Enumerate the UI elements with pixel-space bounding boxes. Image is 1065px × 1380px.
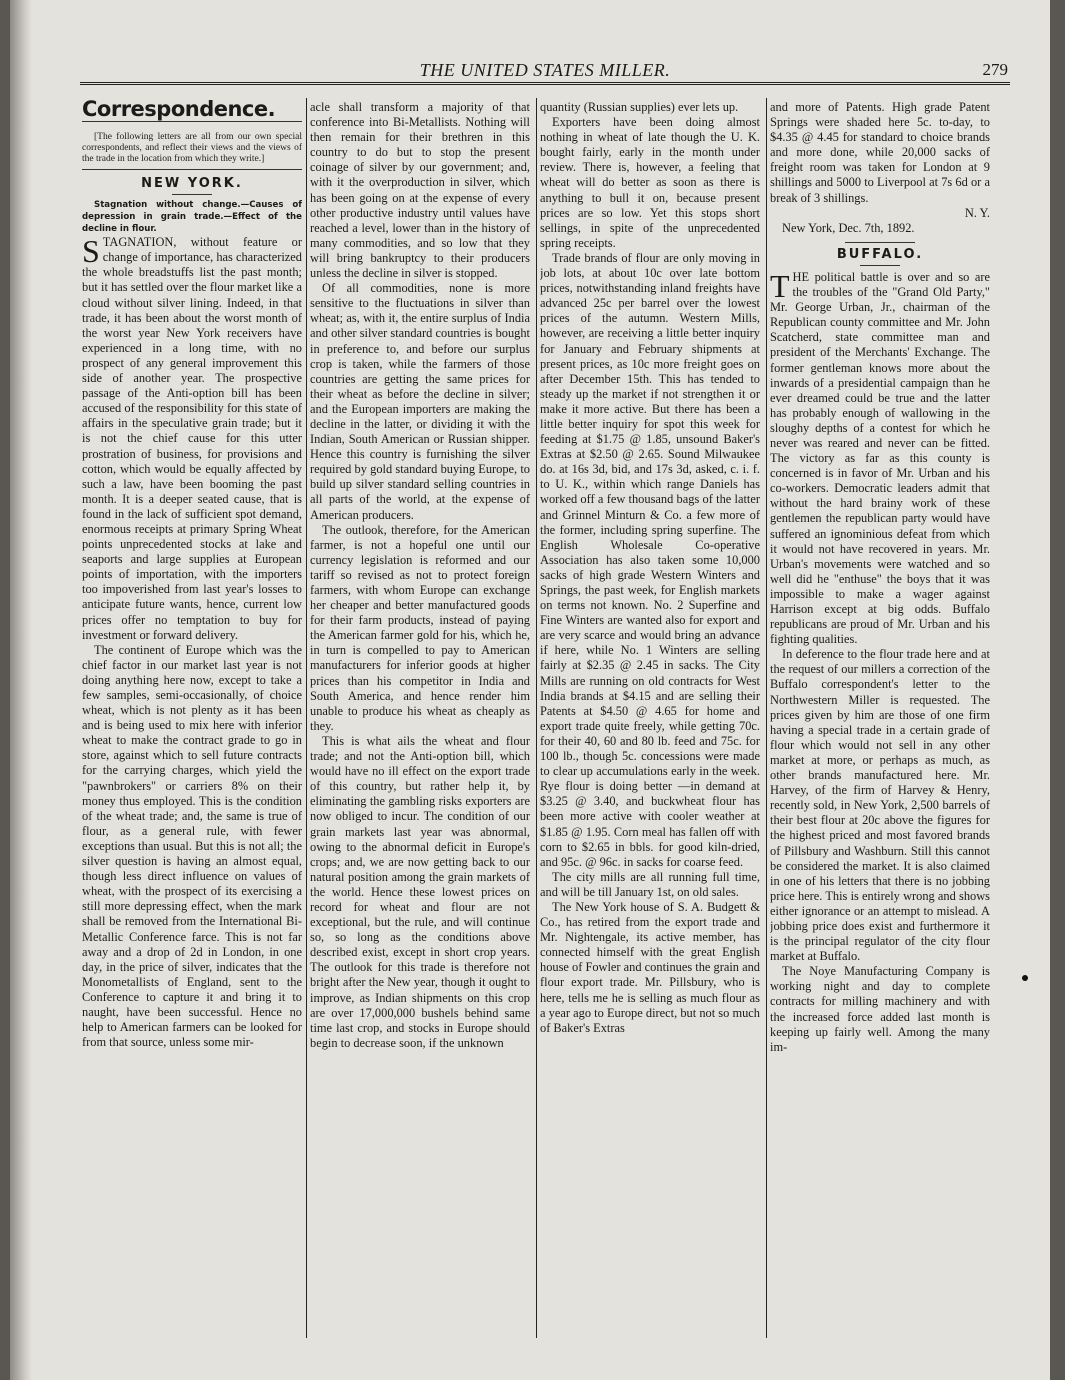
page-header — [80, 60, 1010, 85]
new-york-summary: Stagnation without change.—Causes of depression in grain trade.—Effect of the decline in flour. — [82, 200, 302, 235]
heading-underline — [172, 194, 212, 195]
paragraph-text: TAGNATION, without feature or change of importance, has characterized the whole breadstuffs list the past month; but it has settled over the flour market like a cloud without silver lining. Indeed, in that trade, it has been about the worst month of the worst year New York receivers have experienced in a long time, with no prospect of any general improvement this side of another year. The prospective passage of the Anti-option bill has been accused of the responsibility for this state of affairs in the speculative grain trade; but it is not the chief cause for this utter prostration of business, for provisions and cotton, which would be equally affected by such a law, have been booming the past month. It is a deeper seated cause, that is found in the lack of sufficient spot demand, enormous receipts at primary Spring Wheat points unprecedented stocks at lake and seaports and large supplies at European points of importation, with the importers too impoverished from last year's losses to anticipate future wants, hence, current low prices offer no temptation to buy for investment or forward delivery. — [82, 235, 302, 642]
dateline: New York, Dec. 7th, 1892. — [782, 220, 915, 235]
paragraph-text: HE political battle is over and so are the troubles of the "Grand Old Party," Mr. George Urban, Jr., chairman of the Republican county committee and Mr. John Scatcherd, state committee man and president of the Merchants' Exchange. The former gentleman knows more about the inwards of a presidential campaign than he ever dreamed could be true and the latter has probably enough of wallowing in the sloughy depths of a contest for which he never was reared and never can be fitted. The victory as far as this county is concerned is in favor of Mr. Urban and his co-workers. Democratic leaders admit that without the hard brainy work of these gentlemen the republican party would have suffered an ignominious defeat from which it would not have recovered in years. Mr. Urban's movements were watched and so well did he "enthuse" the boys that it was impossible to make a wager against Harrison except at big odds. Buffalo republicans are proud of Mr. Urban and his fighting qualities. — [770, 269, 990, 647]
article-paragraph: The city mills are all running full time, and will be till January 1st, on old sales. — [540, 869, 760, 899]
column-3 — [540, 100, 760, 1340]
column-4 — [770, 100, 990, 1340]
article-paragraph: acle shall transform a majority of that conference into Bi-Metallists. Nothing will then remain for their brethren in this country to do but to stop the present coinage of silver by our government; and, with it the overproduction in silver, which has been going on at the expense of every other productive industry until values have reached a level, lower than in the history of many commodities, and so low that they will bring bankruptcy to their producers unless the decline in silver is stopped. — [310, 100, 530, 281]
column-2 — [310, 100, 530, 1340]
column-rule — [536, 98, 537, 1338]
article-paragraph: The New York house of S. A. Budgett & Co., has retired from the export trade and Mr. Nightengale, its active member, has connected himself with the great English house of Fowler and continues the grain and flour export trade. Mr. Pillsbury, who is here, tells me he is selling as much flour as a year ago to Europe direct, but not so much of Baker's Extras — [540, 899, 760, 1035]
article-paragraph: Trade brands of flour are only moving in job lots, at about 10c over late bottom prices, notwithstanding inland freights have advanced 25c per barrel over the lowest prices of the autumn. Western Mills, however, are receiving a little better inquiry for January and February shipments at present prices, as 10c more freight goes on after December 15th. This has tended to steady up the market if not strengthen it or make it more active. But there has been a little better inquiry for spot this week for feeding at $1.75 @ 1.85, unsound Baker's Extras at $2.50 @ 2.65. Sound Milwaukee do. at 16s 3d, bid, and 17s 3d, asked, c. i. f. to U. K., within which range Daniels has worked off a few thousand bags of the latter and Grinnel Minturn & Co. a few more of the former, including spring superfine. The English Wholesale Co-operative Association has also taken some 10,000 sacks of high grade Western Winters and Springs, the past week, for English markets on terms not known. No. 2 Superfine and Fine Winters are wanted also for export and are very scarce and would bring an advance if here, while No. 1 Winters are selling fairly at $2.35 @ 2.45 in sacks. The City Mills are running on old contracts for West India brands at $4.15 and are selling their Patents at $4.50 @ 4.65 for home and export trade quite freely, while getting 70c. for their 40, 60 and 80 lb. feed and 75c. for 100 lb., though 5c. concessions were made to clear up accumulations early in the week. Rye flour is doing better —in demand at $3.25 @ 3.40, and buckwheat flour has been more active with cooler weather at $1.85 @ 1.95. Corn meal has fallen off with corn to $2.65 in bbls. for good kiln-dried, and 95c. @ 96c. in sacks for coarse feed. — [540, 250, 760, 869]
buffalo-heading — [770, 247, 990, 266]
article-paragraph — [82, 235, 302, 643]
drop-cap: T — [770, 267, 790, 304]
buffalo-heading-text: BUFFALO. — [836, 246, 924, 262]
correspondence-note: [The following letters are all from our own special correspondents, and reflect their views and the views of the trade in the location from which they write.] — [82, 132, 302, 165]
heading-underline — [860, 265, 900, 266]
margin-dot — [1022, 975, 1028, 981]
signoff: N. Y. — [964, 205, 990, 220]
drop-cap: S — [82, 233, 100, 270]
article-paragraph: Of all commodities, none is more sensitive to the fluctuations in silver than wheat; as, with it, the entire surplus of India and other silver standard countries is bought in preference to, and before our surplus crop is taken, while the farmers of those countries are getting the same prices for their wheat as before the decline in silver; and the European importers are making the decline in the latter, or dividing it with the Indian, South American or Russian shipper. Hence this country is furnishing the silver required by gold standard buying Europe, to build up silver standard selling countries in all parts of the world, at the expense of American producers. — [310, 281, 530, 522]
article-paragraph: The continent of Europe which was the chief factor in our market last year is not doing anything here now, except to take a few samples, semi-occasionally, of choice wheat, which is not plenty as it has been and is being used to mix here with inferior wheat to make the contract grade to go in store, against which to sell future contracts for the carrying charges, which yield the "pawnbrokers" or carriers 8% on their money thus employed. This is the condition of the wheat trade; and, the same is true of flour, as a general rule, with fewer exceptions than usual. But this is not all; the silver question is having an almost equal, though less direct influence on values of wheat, with the prospect of its exercising a still more depressing effect, when the mark shall be removed from the International Bi-Metallic Conference farce. This is not far away and a drop of 2d in London, in one day, in the price of silver, indicates that the Monometallists of England, sent to the Conference to capture it and bring it to naught, have been successful. Hence no help to American farmers can be looked for from that source, unless some mir- — [82, 642, 302, 1050]
column-rule — [306, 98, 307, 1338]
article-paragraph: and more of Patents. High grade Patent Springs were shaded here 5c. to-day, to $4.35 @ 4.45 for standard to choice brands and more done, while 20,000 sacks of freight room was taken for London at 9 shillings and 5000 to Liverpool at 7s 6d or a break of 3 shillings. — [770, 100, 990, 205]
new-york-heading-text: NEW YORK. — [141, 176, 243, 192]
page-number: 279 — [982, 60, 1008, 79]
article-paragraph: The outlook, therefore, for the American farmer, is not a hopeful one until our currency legislation is reformed and our tariff so revised as not to protect foreign farmers, with whom Europe can exchange her cheaper and better manufactured goods for their farm products, instead of paying the American farmer gold for his, which he, in turn is compelled to pay to American manufacturers for inferior goods at higher prices than his competitor in India and South America, and hence render him unable to produce his wheat as cheaply as they. — [310, 522, 530, 733]
article-paragraph: quantity (Russian supplies) ever lets up. — [540, 100, 739, 114]
article-paragraph: In deference to the flour trade here and at the request of our millers a correction of the Buffalo correspondent's letter to the Northwestern Miller is requested. The prices given by him are those of one firm having a special trade in a certain grade of flour which would not sell in any other market at more, or perhaps as much, as other brands manufactured here. Mr. Harvey, of the firm of Harvey & Henry, recently sold, in New York, 2,500 barrels of their best flour at 20c above the figures for the highest priced and most favored brands of Pillsbury and Washburn. Still this cannot be considered the market. It is also claimed in one of his letters that there is no jobbing price here. This is entirely wrong and shows either ignorance or an attempt to mislead. A jobbing price does exist and furthermore it is the principal regulator of the city flour market at Buffalo. — [770, 647, 990, 964]
newspaper-page — [10, 0, 1050, 1380]
page-fold-shadow — [10, 0, 32, 1380]
section-divider — [845, 242, 915, 243]
article-paragraph: The Noye Manufacturing Company is working night and day to complete contracts for milling machinery and with the increased force added last month is keeping up fairly well. Among the many im- — [770, 964, 990, 1054]
article-paragraph: Exporters have been doing almost nothing in wheat of late though the U. K. bought fairly, early in the month under review. There is, however, a feeling that wheat will do better as soon as there is anything to bull it on, because present prices are so low. Yet this stops short sellings, in spite of the unprecedented spring receipts. — [540, 115, 760, 250]
column-1 — [82, 100, 302, 1340]
running-title: THE UNITED STATES MILLER. — [419, 60, 671, 80]
column-rule — [766, 98, 767, 1338]
article-paragraph — [770, 267, 990, 647]
correspondence-heading: Correspondence. — [82, 102, 302, 122]
new-york-heading — [82, 169, 302, 195]
article-paragraph: This is what ails the wheat and flour trade; and not the Anti-option bill, which would have no ill effect on the export trade of this country, but rather help it, by eliminating the gambling risks exporters are now obliged to incur. The condition of our grain markets last year was abnormal, owing to the abnormal deficit in Europe's crops; and, we are now getting back to our natural position among the grain markets of the world. Hence these lowest prices on record for wheat and flour are not exceptional, but the rule, and will continue so, so long as the conditions above described exist, except in short crop years. The outlook for this trade is therefore not bright after the New year, though it ought to improve, as Indian shipments on this crop are over 17,000,000 bushels behind same time last crop, and stocks in Europe should begin to decrease soon, if the unknown — [310, 733, 530, 1050]
